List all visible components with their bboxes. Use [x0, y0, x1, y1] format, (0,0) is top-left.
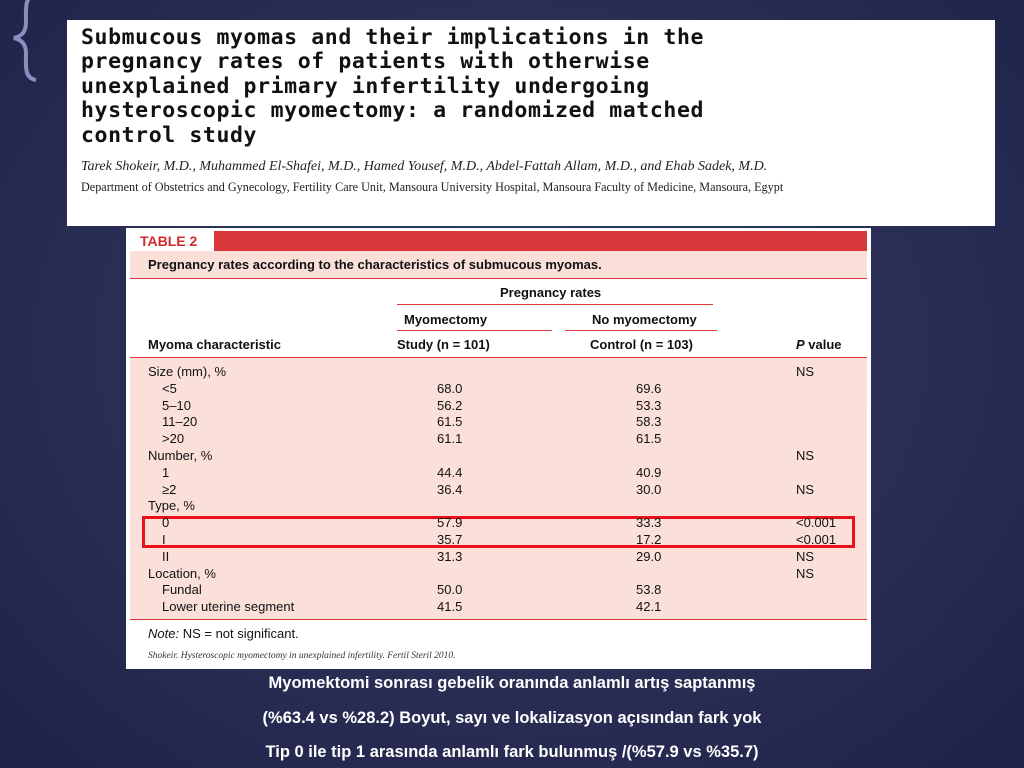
table-tag: TABLE 2 — [130, 231, 216, 251]
header-rule — [397, 330, 552, 331]
header-myomectomy: Myomectomy — [404, 312, 488, 327]
row-study-value: 57.9 — [437, 515, 463, 531]
row-p-value: NS — [796, 565, 815, 581]
header-no-myomectomy: No myomectomy — [592, 312, 697, 327]
table-row — [130, 397, 867, 414]
header-rule — [397, 304, 713, 305]
row-control-value: 40.9 — [636, 464, 662, 480]
table-row — [130, 430, 867, 447]
row-control-value: 29.0 — [636, 548, 662, 564]
table-row — [130, 531, 867, 548]
table-row — [130, 447, 867, 464]
table-body — [130, 358, 867, 620]
row-study-value: 31.3 — [437, 548, 463, 564]
table-row — [130, 497, 867, 514]
p-italic: P — [796, 337, 805, 352]
row-study-value: 35.7 — [437, 532, 463, 547]
row-control-value: 33.3 — [636, 515, 662, 531]
header-myoma-characteristic: Myoma characteristic — [148, 337, 281, 352]
row-study-value: 68.0 — [437, 380, 463, 396]
row-p-value: NS — [796, 364, 815, 379]
row-label: <5 — [162, 380, 177, 396]
table-caption: Pregnancy rates according to the characteristics of submucous myomas. — [130, 251, 867, 279]
table-note — [130, 620, 867, 647]
row-p-value: NS — [796, 548, 815, 564]
row-control-value: 58.3 — [636, 414, 662, 430]
row-study-value: 41.5 — [437, 599, 463, 615]
row-label: 11–20 — [162, 414, 198, 430]
table-row — [130, 380, 867, 397]
row-control-value: 17.2 — [636, 532, 662, 547]
row-study-value: 44.4 — [437, 464, 463, 480]
row-study-value: 56.2 — [437, 397, 463, 413]
row-label: I — [162, 532, 166, 547]
row-label: II — [162, 548, 170, 564]
row-label: Lower uterine segment — [162, 599, 295, 615]
header-control: Control (n = 103) — [590, 337, 693, 352]
row-control-value: 61.5 — [636, 431, 662, 447]
row-label: Fundal — [162, 582, 202, 598]
table-row — [130, 413, 867, 430]
summary-line-1: Myomektomi sonrası gebelik oranında anlamlı artış saptanmış — [268, 674, 756, 692]
row-study-value: 61.1 — [437, 431, 463, 447]
row-control-value: 42.1 — [636, 599, 662, 615]
table-header — [130, 279, 867, 358]
p-value-rest: value — [804, 337, 842, 352]
brace-decoration — [6, 0, 46, 82]
table-row — [130, 548, 867, 565]
paper-title: Submucous myomas and their implications in the pregnancy rates of patients with otherwise unexplained primary infertility undergoing hysteroscopic myomectomy: a randomized matched control study — [81, 25, 705, 148]
note-text: NS = not significant. — [179, 626, 299, 641]
table-source: Shokeir. Hysteroscopic myomectomy in unexplained infertility. Fertil Steril 2010. — [148, 651, 456, 661]
results-table — [126, 228, 871, 669]
summary-line-2: (%63.4 vs %28.2) Boyut, sayı ve lokalizasyon açısından fark yok — [262, 709, 762, 727]
row-label: Type, % — [148, 498, 195, 514]
row-study-value: 36.4 — [437, 481, 463, 497]
table-row — [130, 581, 867, 598]
row-label: 5–10 — [162, 397, 191, 413]
header-group: Pregnancy rates — [500, 285, 602, 300]
row-label: ≥2 — [162, 481, 177, 497]
row-p-value: NS — [796, 481, 815, 497]
table-row — [130, 514, 867, 531]
row-study-value: 50.0 — [437, 582, 463, 598]
paper-affiliation: Department of Obstetrics and Gynecology, Fertility Care Unit, Mansoura University Hospital, Mansoura Faculty of Medicine, Mansoura, Egypt — [81, 179, 784, 194]
row-label: 1 — [162, 464, 170, 480]
table-tag-bar — [130, 231, 867, 251]
table-row — [130, 464, 867, 481]
header-p-value — [796, 337, 842, 352]
row-label: Number, % — [148, 448, 213, 463]
row-label: >20 — [162, 431, 185, 447]
row-p-value: NS — [796, 448, 815, 463]
summary-line-3: Tip 0 ile tip 1 arasında anlamlı fark bulunmuş /(%57.9 vs %35.7) — [265, 743, 759, 761]
row-control-value: 53.8 — [636, 582, 662, 598]
row-label: Size (mm), % — [148, 364, 226, 379]
row-control-value: 69.6 — [636, 380, 662, 396]
table-row — [130, 363, 867, 380]
table-row — [130, 565, 867, 582]
header-study: Study (n = 101) — [397, 337, 490, 352]
row-p-value: <0.001 — [796, 515, 837, 531]
row-control-value: 30.0 — [636, 481, 662, 497]
table-row — [130, 598, 867, 615]
header-rule — [565, 330, 717, 331]
table-row — [130, 481, 867, 498]
row-study-value: 61.5 — [437, 414, 463, 430]
row-label: Location, % — [148, 565, 216, 581]
paper-header — [67, 20, 995, 226]
paper-authors: Tarek Shokeir, M.D., Muhammed El-Shafei, M.D., Hamed Yousef, M.D., Abdel-Fattah Allam, M.D., and Ehab Sadek, M.D. — [81, 159, 768, 175]
row-p-value: <0.001 — [796, 532, 837, 547]
row-control-value: 53.3 — [636, 397, 662, 413]
row-label: 0 — [162, 515, 170, 531]
note-label: Note: — [148, 626, 180, 641]
